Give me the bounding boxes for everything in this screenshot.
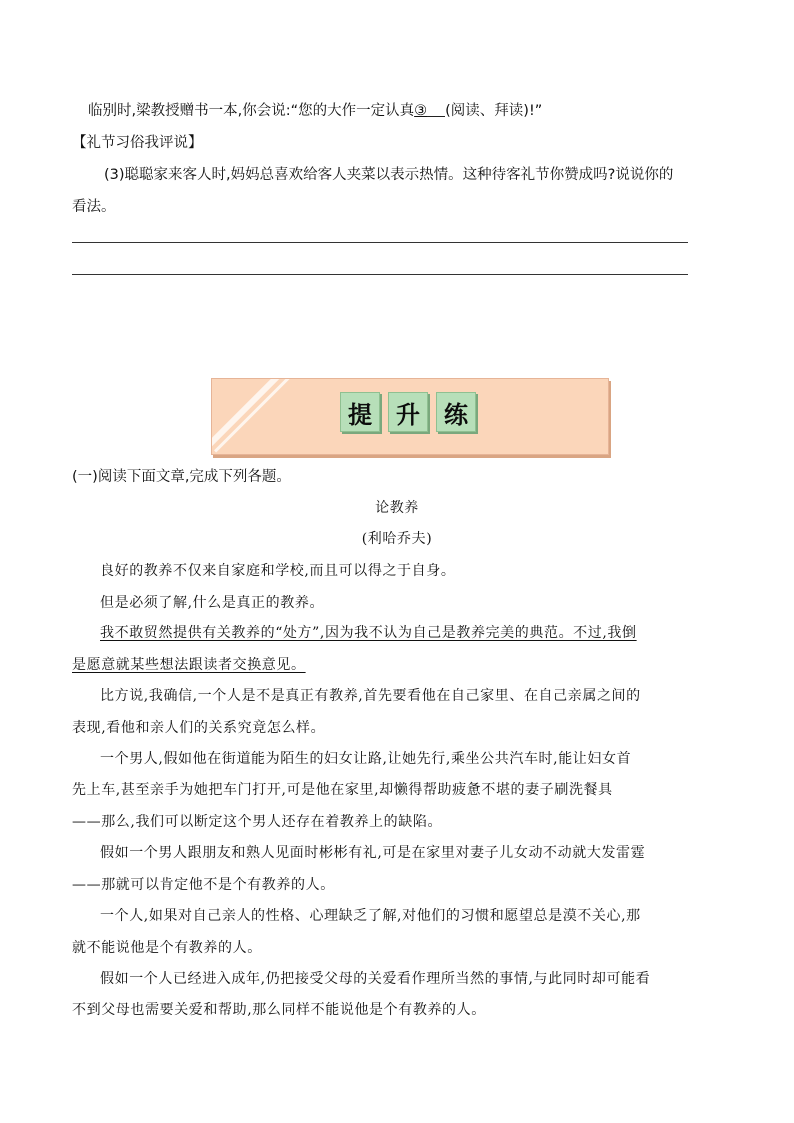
- question-3-line1: (3)聪聪家来客人时,妈妈总喜欢给客人夹菜以表示热情。这种待客礼节你赞成吗?说说你的: [104, 167, 674, 183]
- banner-char-2: 升: [388, 392, 428, 432]
- answer-line-2[interactable]: [72, 274, 688, 275]
- reading-instruction: (一)阅读下面文章,完成下列各题。: [72, 469, 291, 485]
- paragraph-line: 不到父母也需要关爱和帮助,那么同样不能说他是个有教养的人。: [72, 1002, 486, 1018]
- underlined-sentence-line2: 是愿意就某些想法跟读者交换意见。: [72, 657, 306, 673]
- banner-char-3: 练: [436, 392, 476, 432]
- paragraph-line: 一个人,如果对自己亲人的性格、心理缺乏了解,对他们的习惯和愿望总是漠不关心,那: [100, 908, 641, 924]
- question-options: (阅读、拜读)!”: [445, 103, 543, 119]
- answer-blank[interactable]: [427, 102, 445, 117]
- blank-number-mark: ③: [414, 103, 428, 119]
- paragraph-line: 一个男人,假如他在街道能为陌生的妇女让路,让她先行,乘坐公共汽车时,能让妇女首: [100, 751, 632, 767]
- paragraph-line: 就不能说他是个有教养的人。: [72, 940, 262, 956]
- paragraph-line: 表现,看他和亲人们的关系究竟怎么样。: [72, 720, 326, 736]
- answer-line-1[interactable]: [72, 242, 688, 243]
- paragraph-line: ——那么,我们可以断定这个男人还存在着教养上的缺陷。: [72, 814, 443, 830]
- question-line-2: [88, 101, 542, 121]
- article-title: 论教养: [375, 500, 419, 516]
- section-heading: 【礼节习俗我评说】: [72, 135, 203, 151]
- paragraph-line: 但是必须了解,什么是真正的教养。: [100, 595, 325, 611]
- banner-char-1: 提: [340, 392, 380, 432]
- paragraph-line: 假如一个人已经进入成年,仍把接受父母的关爱看作理所当然的事情,与此同时却可能看: [100, 971, 651, 987]
- paragraph-line: 先上车,甚至亲手为她把车门打开,可是他在家里,却懒得帮助疲惫不堪的妻子刷洗餐具: [72, 782, 613, 798]
- paragraph-line: 良好的教养不仅来自家庭和学校,而且可以得之于自身。: [100, 563, 456, 579]
- practice-banner: [211, 378, 609, 455]
- paragraph-line: 比方说,我确信,一个人是不是真正有教养,首先要看他在自己家里、在自己亲属之间的: [100, 688, 641, 704]
- banner-decoration: [212, 379, 292, 454]
- paragraph-line: 假如一个男人跟朋友和熟人见面时彬彬有礼,可是在家里对妻子儿女动不动就大发雷霆: [100, 845, 646, 861]
- underlined-sentence-line1: 我不敢贸然提供有关教养的“处方”,因为我不认为自己是教养完美的典范。不过,我倒: [100, 625, 637, 641]
- question-text: 临别时,梁教授赠书一本,你会说:“您的大作一定认真: [88, 103, 415, 119]
- article-author: (利哈乔夫): [361, 531, 433, 547]
- paragraph-line: ——那就可以肯定他不是个有教养的人。: [72, 877, 335, 893]
- question-3-line2: 看法。: [72, 199, 116, 215]
